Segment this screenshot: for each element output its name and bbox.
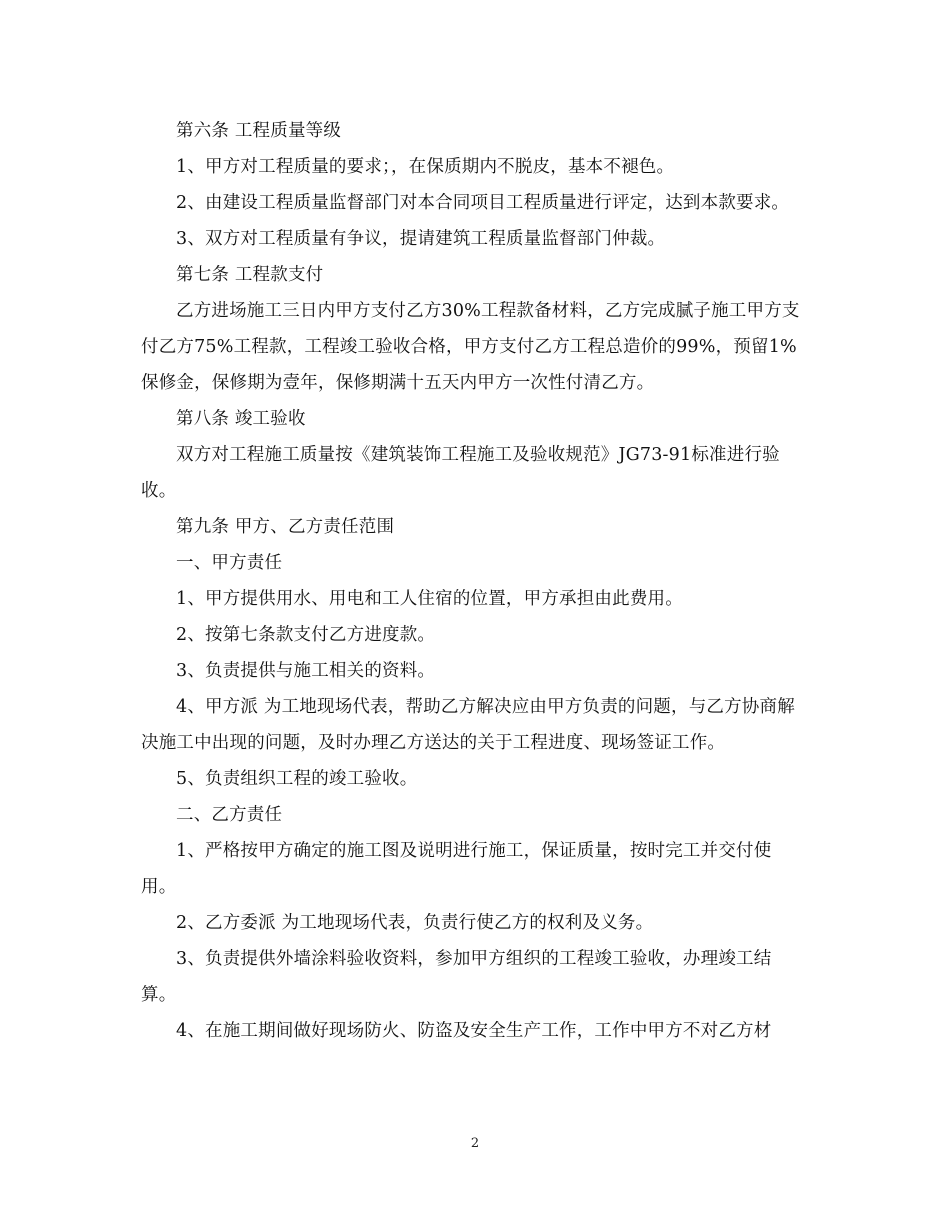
page-number: 2 <box>470 1136 480 1151</box>
article-8-heading: 第八条 竣工验收 <box>176 409 306 429</box>
article-9-heading: 第九条 甲方、乙方责任范围 <box>176 517 395 537</box>
article-6-clause-2: 2、由建设工程质量监督部门对本合同项目工程质量进行评定，达到本款要求。 <box>176 193 790 213</box>
party-b-clause-2: 2、乙方委派 为工地现场代表，负责行使乙方的权利及义务。 <box>176 913 654 933</box>
party-b-clause-4: 4、在施工期间做好现场防火、防盗及安全生产工作，工作中甲方不对乙方材 <box>176 1021 772 1041</box>
party-a-clause-4: 4、甲方派 为工地现场代表，帮助乙方解决应由甲方负责的问题，与乙方协商解决施工中出现的问题，及时办理乙方送达的关于工程进度、现场签证工作。 <box>141 697 795 753</box>
party-b-clause-3: 3、负责提供外墙涂料验收资料，参加甲方组织的工程竣工验收，办理竣工结算。 <box>141 949 772 1005</box>
document-body <box>141 113 806 1049</box>
article-7-heading: 第七条 工程款支付 <box>176 265 324 285</box>
party-a-clause-3: 3、负责提供与施工相关的资料。 <box>176 661 436 681</box>
article-8-acceptance-text: 双方对工程施工质量按《建筑装饰工程施工及验收规范》JG73-91标准进行验收。 <box>141 445 780 501</box>
party-b-responsibility-heading: 二、乙方责任 <box>176 805 283 825</box>
party-a-clause-2: 2、按第七条款支付乙方进度款。 <box>176 625 436 645</box>
article-7-payment-text: 乙方进场施工三日内甲方支付乙方30%工程款备材料，乙方完成腻子施工甲方支付乙方75%工程款，工程竣工验收合格，甲方支付乙方工程总造价的99%，预留1%保修金，保修期为壹年，保修期满十五天内甲方一次性付清乙方。 <box>141 301 800 393</box>
article-6-heading: 第六条 工程质量等级 <box>176 121 342 141</box>
article-6-clause-3: 3、双方对工程质量有争议，提请建筑工程质量监督部门仲裁。 <box>176 229 666 249</box>
party-a-responsibility-heading: 一、甲方责任 <box>176 553 283 573</box>
article-6-clause-1: 1、甲方对工程质量的要求；，在保质期内不脱皮，基本不褪色。 <box>176 157 675 177</box>
party-a-clause-5: 5、负责组织工程的竣工验收。 <box>176 769 418 789</box>
party-b-clause-1: 1、严格按甲方确定的施工图及说明进行施工，保证质量，按时完工并交付使用。 <box>141 841 772 897</box>
party-a-clause-1: 1、甲方提供用水、用电和工人住宿的位置，甲方承担由此费用。 <box>176 589 683 609</box>
